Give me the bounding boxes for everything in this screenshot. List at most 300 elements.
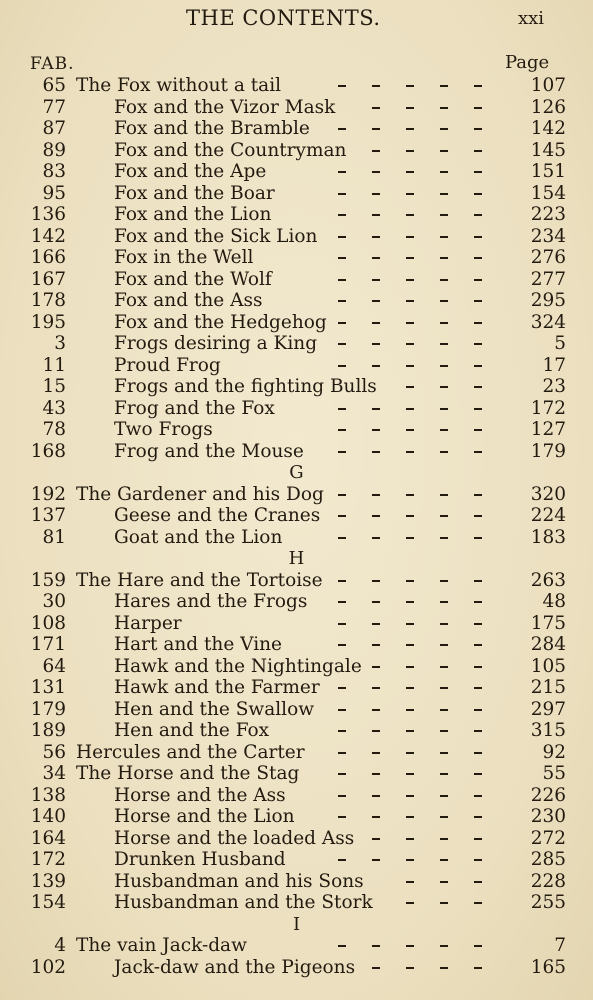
leader-dash <box>440 881 448 883</box>
contents-entry <box>0 527 593 549</box>
leader-dash <box>338 408 346 410</box>
leader-dash <box>406 279 414 281</box>
fable-title: Jack-daw and the Pigeons <box>114 956 356 978</box>
fable-title: Hen and the Fox <box>114 720 270 741</box>
fable-number: 195 <box>30 311 66 333</box>
page-number: 179 <box>530 440 566 462</box>
fable-title: Fox and the Boar <box>114 182 275 204</box>
leader-dash <box>372 494 380 496</box>
leader-dash <box>474 580 482 582</box>
page-number: 284 <box>530 634 566 655</box>
leader-dash <box>338 214 346 216</box>
leader-dash <box>372 945 380 947</box>
section-letter-text: G <box>289 462 304 483</box>
contents-entry <box>0 634 593 656</box>
contents-entry <box>0 505 593 527</box>
contents-entry <box>0 333 593 355</box>
leader-dash <box>338 494 346 496</box>
contents-entry <box>0 763 593 785</box>
page-number: 224 <box>530 505 566 526</box>
leader-dash <box>440 300 448 302</box>
leader-dash <box>338 816 346 818</box>
fable-number: 81 <box>42 526 66 548</box>
leader-dash <box>406 386 414 388</box>
leader-dash <box>474 795 482 797</box>
leader-dash <box>338 687 346 689</box>
leader-dash <box>474 967 482 969</box>
fable-title: Goat and the Lion <box>114 526 283 548</box>
leader-dash <box>440 709 448 711</box>
leader-dash <box>474 451 482 453</box>
leader-dash <box>372 408 380 410</box>
contents-entry <box>0 699 593 721</box>
page-number: 315 <box>530 720 566 741</box>
contents-entry <box>0 75 593 97</box>
fable-number: 64 <box>42 655 66 677</box>
fable-number: 11 <box>42 354 66 376</box>
leader-dash <box>474 107 482 109</box>
leader-dash <box>372 644 380 646</box>
fable-title: Horse and the Ass <box>114 784 286 806</box>
leader-dash <box>440 838 448 840</box>
leader-dash <box>440 644 448 646</box>
leader-dash <box>474 150 482 152</box>
fable-title: Fox and the Vizor Mask <box>114 96 336 118</box>
fable-number: 172 <box>30 849 66 870</box>
page-number: 272 <box>530 827 566 849</box>
leader-dash <box>338 644 346 646</box>
contents-entry <box>0 849 593 871</box>
leader-dash <box>372 150 380 152</box>
fable-number: 3 <box>54 333 66 354</box>
page-number: 324 <box>530 311 566 333</box>
leader-dash <box>338 279 346 281</box>
leader-dash <box>372 795 380 797</box>
leader-dash <box>372 773 380 775</box>
leader-dash <box>440 193 448 195</box>
fable-number: 189 <box>30 720 66 741</box>
page-number: 263 <box>530 569 566 591</box>
leader-dash <box>372 279 380 281</box>
page-number: 154 <box>530 182 566 204</box>
leader-dash <box>474 279 482 281</box>
fable-number: 138 <box>30 784 66 806</box>
leader-dash <box>338 128 346 130</box>
page-number: 223 <box>530 204 566 225</box>
page-number: 228 <box>530 870 566 892</box>
leader-dash <box>372 107 380 109</box>
leader-dash <box>440 515 448 517</box>
fable-title: Proud Frog <box>114 354 221 376</box>
contents-entry <box>0 312 593 334</box>
fable-number: 179 <box>30 698 66 720</box>
leader-dash <box>440 279 448 281</box>
leader-dash <box>440 322 448 324</box>
page-number: 276 <box>530 247 566 268</box>
page-number: 297 <box>530 698 566 720</box>
leader-dash <box>474 300 482 302</box>
leader-dash <box>440 859 448 861</box>
fable-number: 56 <box>42 741 66 763</box>
leader-dash <box>440 730 448 732</box>
leader-dash <box>474 601 482 603</box>
fable-title: Frogs desiring a King <box>114 333 318 354</box>
page-number: 320 <box>530 483 566 505</box>
page-number: 226 <box>530 784 566 806</box>
leader-dash <box>406 795 414 797</box>
page-number: 295 <box>530 290 566 311</box>
page-number: 105 <box>530 655 566 677</box>
leader-dash <box>440 85 448 87</box>
leader-dash <box>440 214 448 216</box>
leader-dash <box>440 687 448 689</box>
fable-title: Fox and the Ape <box>114 161 267 182</box>
contents-entry <box>0 269 593 291</box>
page-numeral: xxi <box>518 8 545 29</box>
fable-title: Horse and the Lion <box>114 806 295 827</box>
fable-title: The Horse and the Stag <box>76 763 300 784</box>
leader-dash <box>338 193 346 195</box>
leader-dash <box>440 945 448 947</box>
contents-entry <box>0 161 593 183</box>
leader-dash <box>406 666 414 668</box>
contents-entry <box>0 355 593 377</box>
leader-dash <box>406 881 414 883</box>
contents-entry <box>0 247 593 269</box>
leader-dash <box>406 752 414 754</box>
fable-number: 43 <box>42 397 66 419</box>
leader-dash <box>440 752 448 754</box>
contents-entry <box>0 290 593 312</box>
leader-dash <box>406 429 414 431</box>
leader-dash <box>372 85 380 87</box>
leader-dash <box>406 623 414 625</box>
leader-dash <box>406 816 414 818</box>
page-number: 17 <box>542 354 566 376</box>
page-heading: Page <box>505 52 550 73</box>
leader-dash <box>474 408 482 410</box>
contents-entry <box>0 806 593 828</box>
fable-title: Hares and the Frogs <box>114 591 308 612</box>
section-letter <box>0 914 593 936</box>
fable-title: Hen and the Swallow <box>114 698 315 720</box>
leader-dash <box>372 623 380 625</box>
leader-dash <box>474 429 482 431</box>
leader-dash <box>372 322 380 324</box>
fable-title: Fox and the Sick Lion <box>114 225 318 247</box>
leader-dash <box>406 85 414 87</box>
fable-title: Fox and the Wolf <box>114 268 272 290</box>
fable-title: The Fox without a tail <box>76 75 282 96</box>
contents-entry <box>0 419 593 441</box>
leader-dash <box>474 515 482 517</box>
fable-number: 159 <box>30 569 66 591</box>
contents-list <box>0 75 593 978</box>
fable-title: Hercules and the Carter <box>76 741 305 763</box>
fable-number: 137 <box>30 505 66 526</box>
leader-dash <box>372 580 380 582</box>
leader-dash <box>406 644 414 646</box>
fable-title: Hawk and the Farmer <box>114 677 320 698</box>
leader-dash <box>474 494 482 496</box>
leader-dash <box>406 128 414 130</box>
page-number: 48 <box>542 591 566 612</box>
page-number: 175 <box>530 612 566 634</box>
contents-entry <box>0 183 593 205</box>
contents-entry <box>0 376 593 398</box>
leader-dash <box>406 365 414 367</box>
leader-dash <box>440 107 448 109</box>
leader-dash <box>440 365 448 367</box>
fable-title: Husbandman and his Sons <box>114 870 364 892</box>
fable-number: 192 <box>30 483 66 505</box>
leader-dash <box>338 795 346 797</box>
page-title: THE CONTENTS. <box>186 6 381 30</box>
fable-title: Horse and the loaded Ass <box>114 827 355 849</box>
contents-entry <box>0 441 593 463</box>
fable-title: Fox and the Lion <box>114 204 272 225</box>
fable-number-heading: FAB. <box>30 54 75 74</box>
leader-dash <box>338 85 346 87</box>
leader-dash <box>440 257 448 259</box>
leader-dash <box>474 386 482 388</box>
leader-dash <box>372 193 380 195</box>
contents-entry <box>0 892 593 914</box>
leader-dash <box>372 967 380 969</box>
leader-dash <box>474 838 482 840</box>
leader-dash <box>406 537 414 539</box>
fable-number: 34 <box>42 763 66 784</box>
fable-title: Frogs and the fighting Bulls <box>114 376 377 397</box>
leader-dash <box>406 945 414 947</box>
leader-dash <box>372 365 380 367</box>
leader-dash <box>440 494 448 496</box>
page-number: 255 <box>530 892 566 913</box>
leader-dash <box>474 193 482 195</box>
fable-number: 15 <box>42 376 66 397</box>
leader-dash <box>406 730 414 732</box>
leader-dash <box>372 128 380 130</box>
page-number: 5 <box>554 333 566 354</box>
leader-dash <box>440 429 448 431</box>
fable-title: Geese and the Cranes <box>114 505 321 526</box>
fable-number: 83 <box>42 161 66 182</box>
leader-dash <box>440 128 448 130</box>
leader-dash <box>338 752 346 754</box>
contents-entry <box>0 118 593 140</box>
leader-dash <box>372 537 380 539</box>
page-number: 92 <box>542 741 566 763</box>
fable-number: 178 <box>30 290 66 311</box>
leader-dash <box>440 666 448 668</box>
leader-dash <box>338 537 346 539</box>
leader-dash <box>406 107 414 109</box>
page-number: 165 <box>530 956 566 978</box>
leader-dash <box>372 859 380 861</box>
leader-dash <box>338 580 346 582</box>
fable-title: Fox and the Ass <box>114 290 263 311</box>
leader-dash <box>338 343 346 345</box>
fable-title: Two Frogs <box>114 419 213 440</box>
page-number: 172 <box>530 397 566 419</box>
leader-dash <box>474 85 482 87</box>
fable-number: 108 <box>30 612 66 634</box>
fable-number: 89 <box>42 139 66 161</box>
contents-entry <box>0 484 593 506</box>
leader-dash <box>440 171 448 173</box>
leader-dash <box>372 300 380 302</box>
leader-dash <box>474 945 482 947</box>
leader-dash <box>440 623 448 625</box>
leader-dash <box>474 773 482 775</box>
leader-dash <box>406 171 414 173</box>
leader-dash <box>440 451 448 453</box>
fable-number: 77 <box>42 96 66 118</box>
leader-dash <box>372 236 380 238</box>
leader-dash <box>338 429 346 431</box>
leader-dash <box>406 343 414 345</box>
leader-dash <box>372 666 380 668</box>
leader-dash <box>474 859 482 861</box>
leader-dash <box>338 322 346 324</box>
page-number: 277 <box>530 268 566 290</box>
fable-number: 78 <box>42 419 66 440</box>
leader-dash <box>406 515 414 517</box>
leader-dash <box>406 257 414 259</box>
leader-dash <box>440 236 448 238</box>
leader-dash <box>406 494 414 496</box>
leader-dash <box>406 967 414 969</box>
leader-dash <box>440 902 448 904</box>
fable-title: Hawk and the Nightingale <box>114 655 362 677</box>
page-number: 183 <box>530 526 566 548</box>
leader-dash <box>372 687 380 689</box>
leader-dash <box>372 752 380 754</box>
leader-dash <box>338 709 346 711</box>
section-letter-text: H <box>288 548 305 569</box>
leader-dash <box>406 408 414 410</box>
page-number: 285 <box>530 849 566 870</box>
page-number: 107 <box>530 75 566 96</box>
leader-dash <box>406 193 414 195</box>
leader-dash <box>474 709 482 711</box>
leader-dash <box>406 687 414 689</box>
leader-dash <box>474 666 482 668</box>
fable-number: 102 <box>30 956 66 978</box>
leader-dash <box>440 967 448 969</box>
fable-number: 139 <box>30 870 66 892</box>
contents-entry <box>0 591 593 613</box>
page-number: 234 <box>530 225 566 247</box>
leader-dash <box>372 343 380 345</box>
page-number: 55 <box>542 763 566 784</box>
leader-dash <box>372 601 380 603</box>
page-number: 7 <box>554 935 566 956</box>
leader-dash <box>338 859 346 861</box>
page-number: 215 <box>530 677 566 698</box>
leader-dash <box>474 214 482 216</box>
contents-entry <box>0 398 593 420</box>
fable-number: 168 <box>30 440 66 462</box>
leader-dash <box>440 343 448 345</box>
leader-dash <box>440 816 448 818</box>
leader-dash <box>372 214 380 216</box>
leader-dash <box>474 816 482 818</box>
leader-dash <box>440 150 448 152</box>
fable-title: Frog and the Mouse <box>114 440 304 462</box>
leader-dash <box>440 773 448 775</box>
leader-dash <box>440 580 448 582</box>
leader-dash <box>338 451 346 453</box>
fable-title: Hart and the Vine <box>114 634 282 655</box>
leader-dash <box>406 214 414 216</box>
fable-number: 171 <box>30 634 66 655</box>
fable-number: 87 <box>42 118 66 139</box>
leader-dash <box>338 773 346 775</box>
page-number: 151 <box>530 161 566 182</box>
contents-entry <box>0 720 593 742</box>
leader-dash <box>338 601 346 603</box>
fable-number: 131 <box>30 677 66 698</box>
leader-dash <box>440 795 448 797</box>
contents-entry <box>0 656 593 678</box>
leader-dash <box>338 236 346 238</box>
fable-title: The Hare and the Tortoise <box>76 569 323 591</box>
leader-dash <box>406 859 414 861</box>
page-number: 145 <box>530 139 566 161</box>
leader-dash <box>338 365 346 367</box>
fable-number: 4 <box>54 935 66 956</box>
leader-dash <box>474 902 482 904</box>
leader-dash <box>406 300 414 302</box>
leader-dash <box>338 945 346 947</box>
leader-dash <box>372 838 380 840</box>
leader-dash <box>474 128 482 130</box>
contents-entry <box>0 570 593 592</box>
fable-title: The vain Jack-daw <box>76 935 247 956</box>
fable-title: The Gardener and his Dog <box>76 483 324 505</box>
leader-dash <box>474 687 482 689</box>
fable-title: Fox and the Bramble <box>114 118 310 139</box>
fable-number: 166 <box>30 247 66 268</box>
fable-title: Fox and the Countryman <box>114 139 347 161</box>
leader-dash <box>474 343 482 345</box>
fable-number: 142 <box>30 225 66 247</box>
leader-dash <box>406 322 414 324</box>
page-number: 142 <box>530 118 566 139</box>
leader-dash <box>338 171 346 173</box>
leader-dash <box>474 644 482 646</box>
fable-number: 95 <box>42 182 66 204</box>
fable-title: Husbandman and the Stork <box>114 892 373 913</box>
leader-dash <box>338 623 346 625</box>
leader-dash <box>474 730 482 732</box>
fable-number: 30 <box>42 591 66 612</box>
contents-entry <box>0 742 593 764</box>
leader-dash <box>440 601 448 603</box>
leader-dash <box>440 537 448 539</box>
contents-entry <box>0 204 593 226</box>
contents-entry <box>0 957 593 979</box>
leader-dash <box>474 881 482 883</box>
contents-entry <box>0 935 593 957</box>
leader-dash <box>372 429 380 431</box>
contents-entry <box>0 97 593 119</box>
leader-dash <box>406 902 414 904</box>
leader-dash <box>406 773 414 775</box>
contents-entry <box>0 828 593 850</box>
leader-dash <box>474 171 482 173</box>
